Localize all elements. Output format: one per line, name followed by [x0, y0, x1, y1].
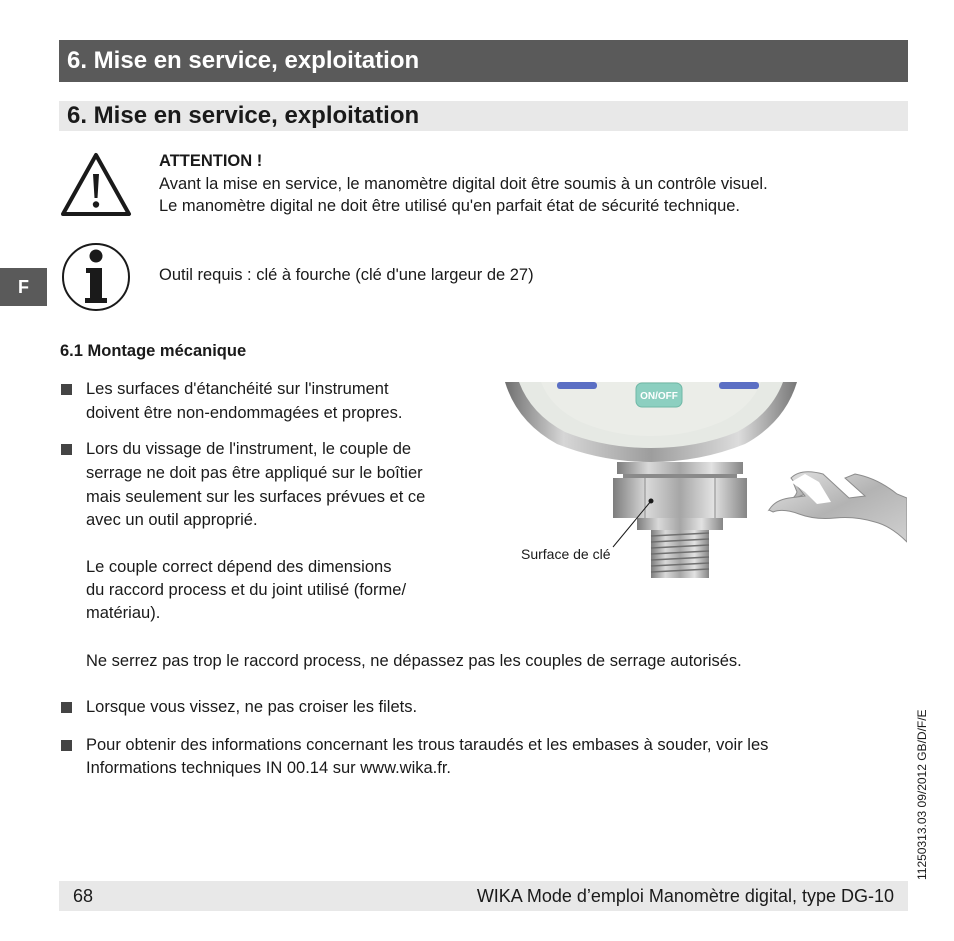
paragraph-1-line-3: matériau).	[86, 604, 161, 622]
footer-bar	[59, 881, 908, 911]
page-number: 68	[73, 886, 94, 906]
bullet-3: Lorsque vous vissez, ne pas croiser les filets.	[86, 698, 418, 716]
attention-line-1: Avant la mise en service, le manomètre digital doit être soumis à un contrôle visuel.	[159, 175, 768, 193]
language-tab: F	[0, 268, 47, 306]
document-code: 11250313.03 09/2012 GB/D/F/E	[915, 709, 929, 880]
footer-title: WIKA Mode d’emploi Manomètre digital, type DG-10	[476, 886, 894, 906]
bullet-4-line-2: Informations techniques IN 00.14 sur www.wika.fr.	[86, 759, 451, 777]
bullet-4-line-1: Pour obtenir des informations concernant les trous taraudés et les embases à souder, voir les	[86, 736, 769, 754]
section-heading-dark: 6. Mise en service, exploitation	[59, 40, 908, 82]
info-icon	[60, 241, 132, 313]
section-heading-light: 6. Mise en service, exploitation	[59, 101, 908, 131]
attention-title: ATTENTION !	[159, 152, 263, 170]
paragraph-1-line-2: du raccord process et du joint utilisé (forme/	[86, 581, 407, 599]
paragraph-2: Ne serrez pas trop le raccord process, ne dépassez pas les couples de serrage autorisés.	[86, 652, 742, 670]
on-off-button-label: ON/OFF	[640, 391, 678, 402]
attention-line-2: Le manomètre digital ne doit être utilisé qu'en parfait état de sécurité technique.	[159, 197, 741, 215]
bullet-1-line-1: Les surfaces d'étanchéité sur l'instrument	[86, 380, 389, 398]
figure-caption: Surface de clé	[521, 546, 611, 562]
bullet-2-line-4: avec un outil approprié.	[86, 511, 258, 529]
bullet-marker	[61, 444, 72, 455]
bullet-marker	[61, 702, 72, 713]
bullet-marker	[61, 740, 72, 751]
info-text: Outil requis : clé à fourche (clé d'une largeur de 27)	[159, 266, 534, 284]
paragraph-1-line-1: Le couple correct dépend des dimensions	[86, 558, 392, 576]
bullet-1-line-2: doivent être non-endommagées et propres.	[86, 404, 403, 422]
bullet-2-line-1: Lors du vissage de l'instrument, le couple de	[86, 440, 412, 458]
subsection-title: 6.1 Montage mécanique	[60, 342, 247, 360]
bullet-2-line-3: mais seulement sur les surfaces prévues et ce	[86, 488, 426, 506]
bullet-2-line-2: serrage ne doit pas être appliqué sur le boîtier	[86, 464, 423, 482]
bullet-marker	[61, 384, 72, 395]
warning-icon	[60, 152, 132, 218]
